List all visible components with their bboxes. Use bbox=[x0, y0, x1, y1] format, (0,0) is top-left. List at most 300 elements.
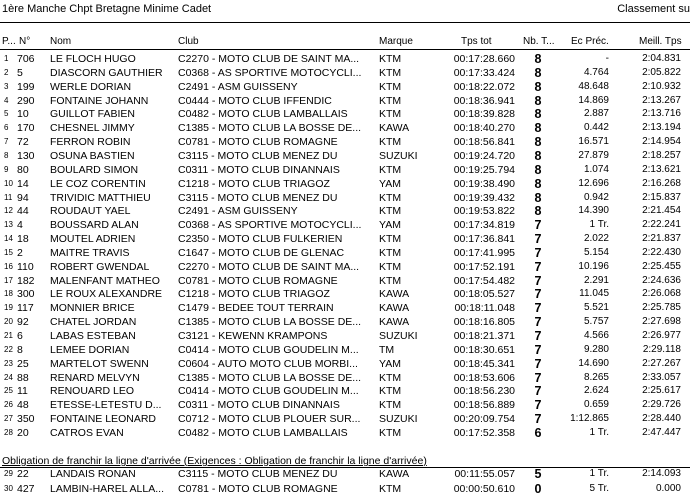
cell-pos: 1 bbox=[4, 54, 9, 63]
cell-gap: 5.757 bbox=[583, 316, 609, 328]
cell-pos: 17 bbox=[4, 275, 13, 285]
cell-name: MOUTEL ADRIEN bbox=[50, 233, 136, 246]
cell-num: 88 bbox=[17, 371, 29, 384]
cell-best: 2:13.621 bbox=[642, 163, 681, 175]
cell-name: LE COZ CORENTIN bbox=[50, 177, 146, 190]
cell-best: 2:21.454 bbox=[642, 205, 681, 217]
cell-time: 00:18:56.889 bbox=[453, 399, 515, 412]
report-header bbox=[0, 0, 690, 22]
cell-num: 20 bbox=[17, 426, 29, 439]
cell-best: 2:25.785 bbox=[642, 302, 681, 314]
cell-brand: YAM bbox=[379, 219, 401, 232]
cell-best: 2:29.726 bbox=[642, 399, 681, 411]
cell-num: 5 bbox=[17, 66, 23, 79]
cell-laps: 8 bbox=[534, 121, 542, 136]
cell-club: C1647 - MOTO CLUB DE GLENAC bbox=[178, 246, 345, 259]
cell-gap: 0.442 bbox=[583, 122, 609, 134]
cell-pos: 15 bbox=[4, 247, 13, 257]
cell-gap: 8.265 bbox=[583, 371, 609, 383]
cell-name: MONNIER BRICE bbox=[50, 302, 135, 315]
cell-gap: 0.942 bbox=[583, 191, 609, 203]
cell-gap: 5 Tr. bbox=[589, 482, 609, 494]
cell-num: 706 bbox=[17, 53, 35, 65]
col-laps: Nb. T... bbox=[523, 36, 555, 47]
cell-club: C0781 - MOTO CLUB ROMAGNE bbox=[178, 274, 338, 287]
cell-best: 2:27.698 bbox=[642, 316, 681, 328]
cell-time: 00:18:16.805 bbox=[453, 316, 515, 329]
table-row bbox=[0, 94, 690, 108]
cell-best: 2:16.268 bbox=[642, 177, 681, 189]
table-row bbox=[0, 315, 690, 329]
cell-name: DIASCORN GAUTHIER bbox=[50, 66, 163, 79]
cell-best: 2:27.267 bbox=[642, 357, 681, 369]
cell-brand: SUZUKI bbox=[379, 330, 418, 342]
table-row bbox=[0, 426, 690, 440]
report-subtitle-right: Classement su bbox=[617, 3, 690, 15]
cell-num: 182 bbox=[17, 274, 35, 287]
table-row bbox=[0, 246, 690, 260]
col-time: Tps tot bbox=[461, 36, 492, 47]
cell-club: C1385 - MOTO CLUB LA BOSSE DE... bbox=[178, 316, 362, 329]
cell-brand: KTM bbox=[379, 136, 402, 149]
cell-time: 00:19:25.794 bbox=[453, 163, 515, 176]
cell-name: LE FLOCH HUGO bbox=[50, 53, 136, 65]
cell-club: C0368 - AS SPORTIVE MOTOCYCLI... bbox=[178, 66, 362, 79]
cell-club: C2270 - MOTO CLUB DE SAINT MA... bbox=[178, 53, 360, 65]
cell-name: LAMBIN-HAREL ALLA... bbox=[50, 482, 164, 495]
cell-laps: 8 bbox=[534, 204, 542, 219]
cell-club: C3121 - KEWENN KRAMPONS bbox=[178, 330, 328, 342]
cell-brand: KTM bbox=[379, 274, 402, 287]
cell-time: 00:17:52.191 bbox=[453, 260, 515, 273]
cell-best: 2:18.257 bbox=[642, 149, 681, 161]
cell-brand: KTM bbox=[379, 66, 402, 79]
cell-brand: KTM bbox=[379, 53, 402, 65]
table-row bbox=[0, 80, 690, 94]
table-row bbox=[0, 467, 690, 481]
cell-laps: 6 bbox=[534, 425, 542, 440]
cell-best: 2:26.977 bbox=[642, 330, 681, 341]
cell-best: 0.000 bbox=[655, 482, 681, 494]
cell-club: C0482 - MOTO CLUB LAMBALLAIS bbox=[178, 426, 348, 439]
cell-best: 2:14.954 bbox=[642, 136, 681, 148]
cell-name: MAITRE TRAVIS bbox=[50, 246, 130, 259]
cell-num: 117 bbox=[17, 302, 34, 315]
cell-brand: KAWA bbox=[379, 302, 410, 315]
cell-name: LE ROUX ALEXANDRE bbox=[50, 288, 163, 301]
cell-name: FERRON ROBIN bbox=[50, 136, 131, 149]
cell-time: 00:11:55.057 bbox=[454, 468, 515, 480]
cell-laps: 7 bbox=[534, 342, 542, 357]
cell-best: 2:22.430 bbox=[642, 246, 681, 258]
cell-brand: KTM bbox=[379, 399, 402, 412]
cell-brand: KTM bbox=[379, 385, 402, 398]
cell-name: FONTAINE LEONARD bbox=[50, 413, 156, 426]
cell-laps: 7 bbox=[534, 273, 542, 288]
cell-laps: 8 bbox=[534, 135, 542, 150]
cell-laps: 8 bbox=[534, 52, 542, 66]
col-best: Meill. Tps bbox=[639, 36, 682, 47]
cell-laps: 7 bbox=[534, 245, 542, 260]
cell-gap: 2.022 bbox=[583, 233, 609, 245]
cell-pos: 9 bbox=[4, 164, 9, 174]
table-row bbox=[0, 218, 690, 232]
col-num: N° bbox=[19, 36, 31, 47]
cell-time: 00:19:39.432 bbox=[453, 191, 515, 204]
cell-name: CATROS EVAN bbox=[50, 426, 124, 439]
cell-num: 130 bbox=[17, 149, 35, 162]
cell-gap: 5.521 bbox=[583, 302, 609, 314]
cell-num: 80 bbox=[17, 163, 29, 176]
cell-brand: KTM bbox=[379, 108, 402, 121]
table-row bbox=[0, 149, 690, 163]
table-row bbox=[0, 107, 690, 121]
cell-club: C3115 - MOTO CLUB MENEZ DU bbox=[178, 468, 338, 480]
cell-name: WERLE DORIAN bbox=[50, 80, 132, 93]
cell-brand: KTM bbox=[379, 163, 402, 176]
cell-laps: 7 bbox=[534, 412, 542, 427]
cell-gap: 1 Tr. bbox=[589, 468, 609, 479]
cell-num: 22 bbox=[17, 468, 29, 480]
cell-club: C1385 - MOTO CLUB LA BOSSE DE... bbox=[178, 122, 362, 135]
cell-best: 2:13.716 bbox=[642, 108, 681, 120]
table-row bbox=[0, 482, 690, 496]
cell-num: 94 bbox=[17, 191, 29, 204]
cell-club: C0604 - AUTO MOTO CLUB MORBI... bbox=[178, 357, 358, 370]
cell-name: LANDAIS RONAN bbox=[50, 468, 136, 480]
cell-num: 427 bbox=[17, 482, 35, 495]
cell-club: C1218 - MOTO CLUB TRIAGOZ bbox=[178, 288, 330, 301]
cell-best: 2:04.831 bbox=[642, 53, 681, 64]
cell-name: RENOUARD LEO bbox=[50, 385, 135, 398]
cell-laps: 7 bbox=[534, 370, 542, 385]
cell-pos: 5 bbox=[4, 109, 9, 119]
cell-pos: 6 bbox=[4, 123, 9, 133]
cell-laps: 8 bbox=[534, 148, 542, 163]
cell-name: GUILLOT FABIEN bbox=[50, 108, 135, 121]
cell-num: 2 bbox=[17, 246, 23, 259]
cell-pos: 14 bbox=[4, 234, 13, 244]
cell-num: 48 bbox=[17, 399, 29, 412]
cell-brand: KTM bbox=[379, 371, 402, 384]
cell-num: 350 bbox=[17, 413, 35, 426]
cell-time: 00:17:36.841 bbox=[453, 233, 515, 246]
cell-time: 00:20:09.754 bbox=[453, 413, 515, 426]
cell-num: 18 bbox=[17, 233, 29, 246]
cell-time: 00:18:21.371 bbox=[453, 330, 515, 342]
cell-gap: 12.696 bbox=[578, 177, 609, 189]
cell-best: 2:13.267 bbox=[642, 94, 681, 106]
cell-time: 00:17:41.995 bbox=[453, 246, 515, 259]
table-row bbox=[0, 301, 690, 315]
cell-brand: KTM bbox=[379, 233, 402, 246]
table-row bbox=[0, 274, 690, 288]
cell-gap: 48.648 bbox=[578, 80, 609, 92]
cell-best: 2:28.440 bbox=[642, 413, 681, 425]
cell-pos: 24 bbox=[4, 372, 13, 382]
cell-pos: 11 bbox=[4, 192, 13, 202]
cell-num: 199 bbox=[17, 80, 35, 93]
table-row bbox=[0, 177, 690, 191]
cell-pos: 23 bbox=[4, 358, 13, 368]
cell-club: C0781 - MOTO CLUB ROMAGNE bbox=[178, 482, 338, 495]
cell-num: 72 bbox=[17, 136, 29, 149]
cell-best: 2:13.194 bbox=[642, 122, 681, 134]
cell-gap: - bbox=[605, 53, 609, 64]
cell-time: 00:18:11.048 bbox=[454, 302, 515, 315]
cell-num: 4 bbox=[17, 219, 23, 232]
table-row bbox=[0, 204, 690, 218]
cell-laps: 7 bbox=[534, 356, 542, 371]
cell-name: FONTAINE JOHANN bbox=[50, 94, 149, 107]
cell-laps: 7 bbox=[534, 287, 542, 302]
cell-laps: 5 bbox=[534, 467, 542, 481]
cell-pos: 19 bbox=[4, 303, 13, 313]
table-row bbox=[0, 135, 690, 149]
cell-laps: 7 bbox=[534, 315, 542, 330]
cell-club: C0311 - MOTO CLUB DINANNAIS bbox=[178, 399, 340, 412]
cell-brand: KAWA bbox=[379, 468, 410, 480]
cell-best: 2:25.617 bbox=[642, 385, 681, 397]
cell-best: 2:10.932 bbox=[642, 80, 681, 92]
cell-best: 2:05.822 bbox=[642, 66, 681, 78]
cell-num: 6 bbox=[17, 330, 23, 342]
cell-pos: 8 bbox=[4, 150, 9, 160]
table-row bbox=[0, 121, 690, 135]
cell-brand: KAWA bbox=[379, 122, 410, 135]
cell-num: 170 bbox=[17, 122, 35, 135]
cell-laps: 7 bbox=[534, 301, 542, 316]
table-row bbox=[0, 52, 690, 66]
cell-club: C1218 - MOTO CLUB TRIAGOZ bbox=[178, 177, 330, 190]
cell-pos: 4 bbox=[4, 95, 9, 105]
cell-brand: KTM bbox=[379, 260, 402, 273]
col-club: Club bbox=[178, 36, 199, 47]
cell-gap: 1:12.865 bbox=[570, 413, 609, 425]
cell-pos: 30 bbox=[4, 483, 13, 493]
cell-time: 00:18:22.072 bbox=[453, 80, 515, 93]
cell-pos: 28 bbox=[4, 427, 13, 437]
cell-brand: KAWA bbox=[379, 288, 410, 301]
cell-pos: 7 bbox=[4, 137, 9, 147]
cell-best: 2:15.837 bbox=[642, 191, 681, 203]
table-row bbox=[0, 371, 690, 385]
cell-club: C2350 - MOTO CLUB FULKERIEN bbox=[178, 233, 343, 246]
cell-time: 00:17:34.819 bbox=[453, 219, 515, 232]
cell-name: ROUDAUT YAEL bbox=[50, 205, 131, 218]
cell-best: 2:25.455 bbox=[642, 260, 681, 272]
cell-brand: KTM bbox=[379, 246, 402, 259]
cell-time: 00:17:52.358 bbox=[453, 426, 515, 439]
cell-name: ROBERT GWENDAL bbox=[50, 260, 150, 273]
cell-club: C2270 - MOTO CLUB DE SAINT MA... bbox=[178, 260, 360, 273]
cell-laps: 7 bbox=[534, 329, 542, 343]
table-row bbox=[0, 412, 690, 426]
cell-pos: 10 bbox=[4, 178, 13, 188]
cell-club: C0414 - MOTO CLUB GOUDELIN M... bbox=[178, 385, 359, 398]
cell-time: 00:18:05.527 bbox=[453, 288, 515, 301]
cell-laps: 7 bbox=[534, 218, 542, 233]
cell-brand: SUZUKI bbox=[379, 413, 418, 426]
table-row bbox=[0, 287, 690, 301]
section-title-finish-line: Obligation de franchir la ligne d'arrivée (Exigences : Obligation de franchir la ligne d'arrivée) bbox=[2, 455, 427, 467]
cell-time: 00:00:50.610 bbox=[453, 482, 515, 495]
cell-num: 11 bbox=[17, 385, 28, 398]
cell-name: CHATEL JORDAN bbox=[50, 316, 137, 329]
cell-gap: 2.624 bbox=[583, 385, 609, 397]
cell-brand: KTM bbox=[379, 426, 402, 439]
table-row bbox=[0, 66, 690, 80]
cell-name: RENARD MELVYN bbox=[50, 371, 140, 384]
cell-pos: 12 bbox=[4, 206, 13, 216]
cell-best: 2:29.118 bbox=[642, 343, 681, 355]
cell-pos: 26 bbox=[4, 400, 13, 410]
cell-pos: 20 bbox=[4, 317, 13, 327]
cell-best: 2:24.636 bbox=[642, 274, 681, 286]
cell-laps: 8 bbox=[534, 79, 542, 94]
report-title: 1ère Manche Chpt Bretagne Minime Cadet bbox=[2, 3, 212, 15]
cell-pos: 18 bbox=[4, 289, 13, 299]
cell-brand: KTM bbox=[379, 80, 402, 93]
cell-name: BOUSSARD ALAN bbox=[50, 219, 139, 232]
col-gap: Ec Préc. bbox=[571, 36, 609, 47]
cell-num: 92 bbox=[17, 316, 29, 329]
cell-num: 110 bbox=[17, 260, 34, 273]
table-row bbox=[0, 398, 690, 412]
cell-pos: 27 bbox=[4, 414, 13, 424]
cell-club: C0311 - MOTO CLUB DINANNAIS bbox=[178, 163, 340, 176]
cell-pos: 29 bbox=[4, 469, 13, 478]
cell-gap: 10.196 bbox=[578, 260, 609, 272]
cell-gap: 0.659 bbox=[583, 399, 609, 411]
cell-club: C0712 - MOTO CLUB PLOUER SUR... bbox=[178, 413, 361, 426]
cell-time: 00:18:45.341 bbox=[453, 357, 515, 370]
cell-time: 00:18:40.270 bbox=[453, 122, 515, 135]
cell-num: 290 bbox=[17, 94, 35, 107]
cell-gap: 16.571 bbox=[578, 136, 609, 148]
cell-brand: KTM bbox=[379, 94, 402, 107]
cell-name: OSUNA BASTIEN bbox=[50, 149, 135, 162]
cell-laps: 7 bbox=[534, 259, 542, 274]
cell-club: C0414 - MOTO CLUB GOUDELIN M... bbox=[178, 343, 359, 356]
cell-best: 2:33.057 bbox=[642, 371, 681, 383]
cell-pos: 25 bbox=[4, 386, 13, 396]
cell-num: 44 bbox=[17, 205, 29, 218]
cell-gap: 11.045 bbox=[579, 288, 609, 300]
cell-name: CHESNEL JIMMY bbox=[50, 122, 135, 135]
cell-best: 2:26.068 bbox=[642, 288, 681, 300]
cell-club: C0368 - AS SPORTIVE MOTOCYCLI... bbox=[178, 219, 362, 232]
cell-name: MALENFANT MATHEO bbox=[50, 274, 160, 287]
cell-laps: 8 bbox=[534, 176, 542, 191]
col-pos: P... bbox=[2, 36, 16, 47]
cell-club: C3115 - MOTO CLUB MENEZ DU bbox=[178, 191, 338, 204]
cell-gap: 1.074 bbox=[583, 163, 609, 175]
cell-time: 00:18:53.606 bbox=[453, 371, 515, 384]
cell-brand: KTM bbox=[379, 482, 402, 495]
cell-club: C1479 - BEDEE TOUT TERRAIN bbox=[178, 302, 334, 315]
cell-time: 00:18:36.941 bbox=[453, 94, 515, 107]
cell-gap: 14.869 bbox=[578, 94, 609, 106]
cell-laps: 0 bbox=[534, 481, 542, 496]
col-brand: Marque bbox=[379, 36, 413, 47]
cell-brand: TM bbox=[379, 343, 395, 356]
table-row bbox=[0, 191, 690, 205]
cell-num: 14 bbox=[17, 177, 29, 190]
cell-pos: 22 bbox=[4, 344, 13, 354]
cell-brand: KAWA bbox=[379, 316, 410, 329]
table-row bbox=[0, 232, 690, 246]
cell-name: ETESSE-LETESTU D... bbox=[50, 399, 162, 412]
cell-club: C0444 - MOTO CLUB IFFENDIC bbox=[178, 94, 332, 107]
cell-club: C1385 - MOTO CLUB LA BOSSE DE... bbox=[178, 371, 362, 384]
cell-brand: YAM bbox=[379, 177, 401, 190]
table-row bbox=[0, 384, 690, 398]
cell-time: 00:17:28.660 bbox=[453, 53, 515, 65]
cell-gap: 5.154 bbox=[583, 246, 609, 258]
cell-num: 8 bbox=[17, 343, 23, 356]
cell-name: MARTELOT SWENN bbox=[50, 357, 149, 370]
cell-gap: 9.280 bbox=[583, 343, 609, 355]
cell-laps: 7 bbox=[534, 232, 542, 247]
cell-club: C0482 - MOTO CLUB LAMBALLAIS bbox=[178, 108, 348, 121]
cell-gap: 2.291 bbox=[583, 274, 609, 286]
cell-gap: 1 Tr. bbox=[589, 219, 609, 231]
cell-pos: 13 bbox=[4, 220, 13, 230]
cell-gap: 4.566 bbox=[583, 330, 609, 341]
cell-laps: 8 bbox=[534, 65, 542, 80]
cell-best: 2:22.241 bbox=[642, 219, 681, 231]
cell-club: C2491 - ASM GUISSENY bbox=[178, 80, 298, 93]
cell-laps: 8 bbox=[534, 107, 542, 122]
cell-gap: 14.690 bbox=[578, 357, 609, 369]
header-divider bbox=[0, 22, 690, 23]
cell-brand: SUZUKI bbox=[379, 149, 418, 162]
cell-time: 00:17:54.482 bbox=[453, 274, 515, 287]
cell-pos: 3 bbox=[4, 81, 9, 91]
cell-time: 00:19:24.720 bbox=[453, 149, 515, 162]
cell-pos: 21 bbox=[4, 331, 13, 340]
cell-time: 00:19:38.490 bbox=[453, 177, 515, 190]
cell-gap: 4.764 bbox=[583, 66, 609, 78]
cell-gap: 14.390 bbox=[578, 205, 609, 217]
cell-name: LABAS ESTEBAN bbox=[50, 330, 136, 342]
cell-brand: KTM bbox=[379, 205, 402, 218]
cell-laps: 7 bbox=[534, 398, 542, 413]
col-name: Nom bbox=[50, 36, 72, 47]
cell-time: 00:18:30.651 bbox=[453, 343, 515, 356]
cell-laps: 8 bbox=[534, 162, 542, 177]
cell-time: 00:19:53.822 bbox=[453, 205, 515, 218]
cell-best: 2:21.837 bbox=[642, 233, 681, 245]
cell-club: C0781 - MOTO CLUB ROMAGNE bbox=[178, 136, 338, 149]
cell-laps: 8 bbox=[534, 93, 542, 108]
cell-name: TRIVIDIC MATTHIEU bbox=[50, 191, 151, 204]
cell-time: 00:17:33.424 bbox=[453, 66, 515, 79]
cell-time: 00:18:56.230 bbox=[453, 385, 515, 398]
cell-club: C3115 - MOTO CLUB MENEZ DU bbox=[178, 149, 338, 162]
cell-time: 00:18:56.841 bbox=[453, 136, 515, 149]
cell-gap: 27.879 bbox=[578, 149, 609, 161]
cell-gap: 1 Tr. bbox=[589, 426, 609, 438]
cell-num: 10 bbox=[17, 108, 29, 121]
table-row bbox=[0, 163, 690, 177]
column-header-divider bbox=[0, 49, 690, 50]
cell-gap: 2.887 bbox=[583, 108, 609, 120]
cell-laps: 8 bbox=[534, 190, 542, 205]
table-row bbox=[0, 343, 690, 357]
cell-name: LEMEE DORIAN bbox=[50, 343, 130, 356]
